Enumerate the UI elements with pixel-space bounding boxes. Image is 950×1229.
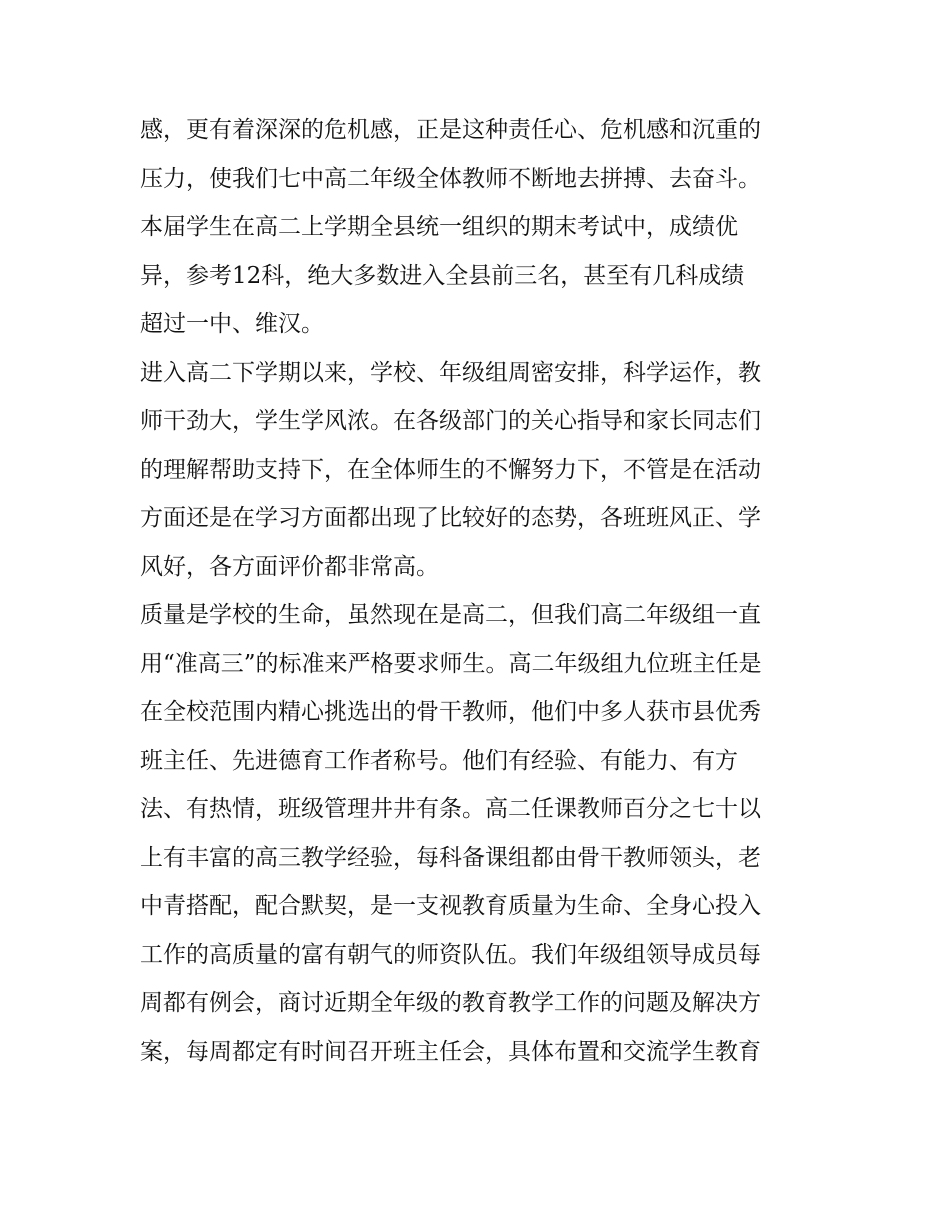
document-body (140, 106, 815, 1076)
text-line: 异，参考12科，绝大多数进入全县前三名，甚至有几科成绩 (140, 262, 745, 289)
text-line: 方面还是在学习方面都出现了比较好的态势，各班班风正、学 (140, 505, 761, 531)
text-line: 上有丰富的高三教学经验，每科备课组都由骨干教师领头，老 (140, 844, 761, 871)
text-line: 班主任、先进德育工作者称号。他们有经验、有能力、有方 (140, 747, 738, 774)
text-line: 风好，各方面评价都非常高。 (140, 553, 439, 580)
text-line: 法、有热情，班级管理井井有条。高二任课教师百分之七十以 (140, 796, 761, 822)
text-line: 师干劲大，学生学风浓。在各级部门的关心指导和家长同志们 (140, 408, 761, 434)
text-line: 感，更有着深深的危机感，正是这种责任心、危机感和沉重的 (140, 117, 761, 143)
text-line: 周都有例会，商讨近期全年级的教育教学工作的问题及解决方 (140, 990, 761, 1016)
text-line: 压力，使我们七中高二年级全体教师不断地去拼搏、去奋斗。 (140, 165, 761, 192)
paragraph-3 (140, 591, 815, 1076)
text-line: 进入高二下学期以来，学校、年级组周密安排，科学运作，教 (140, 359, 761, 386)
text-line: 本届学生在高二上学期全县统一组织的期末考试中，成绩优 (140, 214, 738, 240)
text-line: 案，每周都定有时间召开班主任会，具体布置和交流学生教育 (140, 1038, 761, 1065)
text-line: 工作的高质量的富有朝气的师资队伍。我们年级组领导成员每 (140, 941, 761, 968)
text-line: 的理解帮助支持下，在全体师生的不懈努力下，不管是在活动 (140, 456, 761, 483)
text-line: 在全校范围内精心挑选出的骨干教师，他们中多人获市县优秀 (140, 699, 761, 725)
paragraph-2 (140, 349, 815, 592)
text-line: 中青搭配，配合默契，是一支视教育质量为生命、全身心投入 (140, 893, 761, 919)
text-line: 质量是学校的生命，虽然现在是高二，但我们高二年级组一直 (140, 602, 761, 628)
text-line: 超过一中、维汉。 (140, 311, 324, 337)
paragraph-1 (140, 106, 815, 349)
text-line: 用“准高三”的标准来严格要求师生。高二年级组九位班主任是 (140, 650, 762, 677)
